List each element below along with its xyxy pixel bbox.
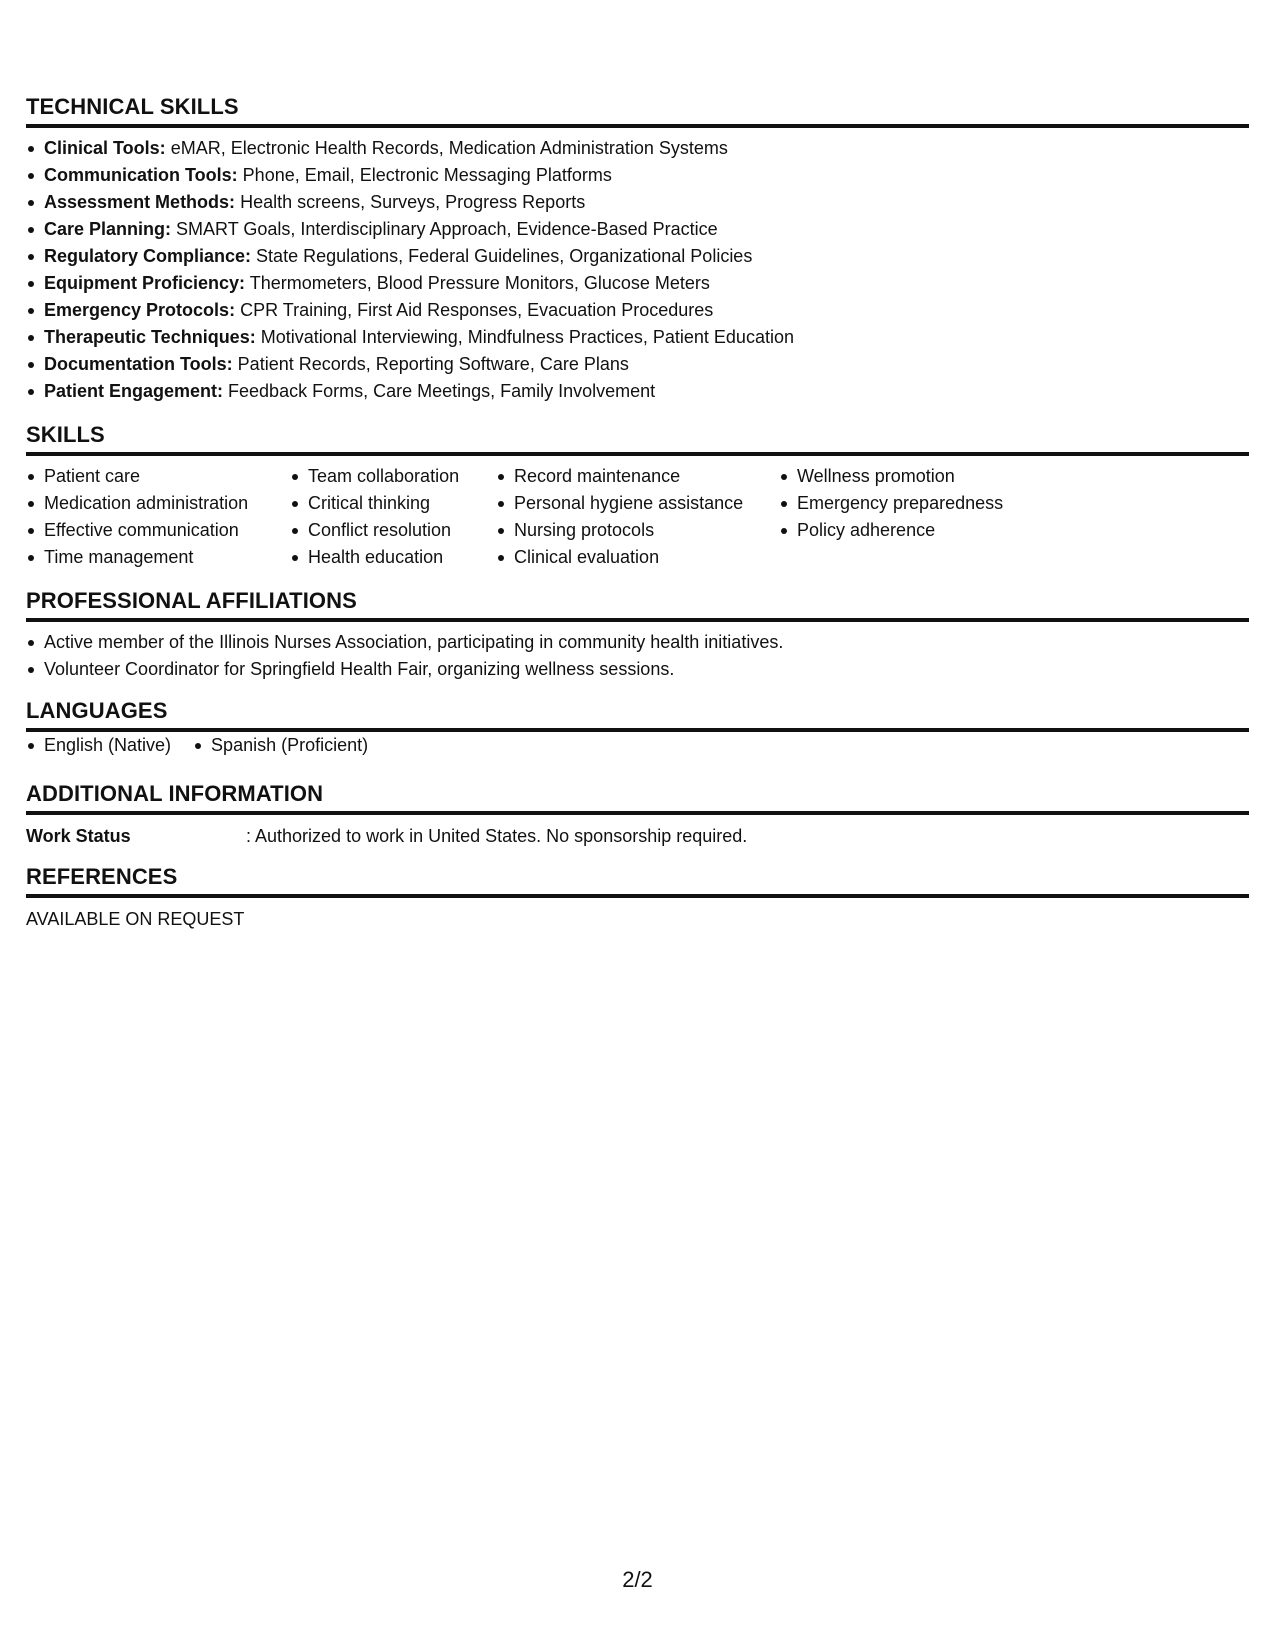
languages-section <box>26 697 1249 759</box>
technical-skill-item <box>26 135 1249 162</box>
languages-list <box>26 732 1249 759</box>
skills-column <box>290 463 496 571</box>
skill-item: Wellness promotion <box>779 463 1079 490</box>
affiliations-section <box>26 587 1249 683</box>
technical-skills-list <box>26 135 1249 405</box>
skill-item: Team collaboration <box>290 463 496 490</box>
skills-heading: SKILLS <box>26 421 1249 456</box>
additional-information-heading: ADDITIONAL INFORMATION <box>26 780 1249 815</box>
affiliation-item: Volunteer Coordinator for Springfield Health Fair, organizing wellness sessions. <box>26 656 1249 683</box>
technical-skill-label: Patient Engagement: <box>44 381 224 401</box>
technical-skill-item <box>26 297 1249 324</box>
technical-skill-text: eMAR, Electronic Health Records, Medication Administration Systems <box>165 138 728 158</box>
technical-skill-label: Equipment Proficiency: <box>44 273 246 293</box>
technical-skill-text: Feedback Forms, Care Meetings, Family Involvement <box>223 381 656 401</box>
technical-skill-label: Communication Tools: <box>44 165 238 185</box>
skill-item: Nursing protocols <box>496 517 779 544</box>
skill-item: Conflict resolution <box>290 517 496 544</box>
technical-skill-text: Thermometers, Blood Pressure Monitors, Glucose Meters <box>245 273 710 293</box>
language-item: English (Native) <box>26 732 171 759</box>
work-status-label: Work Status <box>26 826 131 846</box>
technical-skill-item <box>26 162 1249 189</box>
technical-skill-item <box>26 270 1249 297</box>
technical-skill-text: Phone, Email, Electronic Messaging Platforms <box>237 165 612 185</box>
language-item: Spanish (Proficient) <box>193 732 368 759</box>
technical-skills-heading: TECHNICAL SKILLS <box>26 93 1249 128</box>
languages-heading: LANGUAGES <box>26 697 1249 732</box>
technical-skills-section <box>26 93 1249 405</box>
technical-skill-item <box>26 243 1249 270</box>
work-status-value: : Authorized to work in United States. No sponsorship required. <box>246 826 748 846</box>
technical-skill-text: CPR Training, First Aid Responses, Evacuation Procedures <box>235 300 714 320</box>
skill-item: Time management <box>26 544 290 571</box>
technical-skill-text: State Regulations, Federal Guidelines, Organizational Policies <box>251 246 753 266</box>
skill-item: Patient care <box>26 463 290 490</box>
technical-skill-label: Assessment Methods: <box>44 192 236 212</box>
technical-skill-item <box>26 378 1249 405</box>
references-section <box>26 863 1249 931</box>
additional-information-section <box>26 780 1249 848</box>
affiliations-heading: PROFESSIONAL AFFILIATIONS <box>26 587 1249 622</box>
skills-column <box>779 463 1079 571</box>
technical-skill-item <box>26 216 1249 243</box>
technical-skill-label: Clinical Tools: <box>44 138 166 158</box>
affiliations-list <box>26 629 1249 683</box>
skill-item: Record maintenance <box>496 463 779 490</box>
skill-item: Critical thinking <box>290 490 496 517</box>
technical-skill-label: Regulatory Compliance: <box>44 246 252 266</box>
technical-skill-item <box>26 189 1249 216</box>
technical-skill-item <box>26 351 1249 378</box>
technical-skill-text: SMART Goals, Interdisciplinary Approach, Evidence-Based Practice <box>171 219 718 239</box>
technical-skill-item <box>26 324 1249 351</box>
skill-item: Personal hygiene assistance <box>496 490 779 517</box>
technical-skill-text: Health screens, Surveys, Progress Reports <box>235 192 586 212</box>
technical-skill-text: Motivational Interviewing, Mindfulness Practices, Patient Education <box>255 327 794 347</box>
skill-item: Medication administration <box>26 490 290 517</box>
skill-item: Emergency preparedness <box>779 490 1079 517</box>
technical-skill-label: Care Planning: <box>44 219 172 239</box>
technical-skill-label: Emergency Protocols: <box>44 300 236 320</box>
technical-skill-label: Therapeutic Techniques: <box>44 327 256 347</box>
work-status-row <box>26 824 1249 848</box>
skill-item: Health education <box>290 544 496 571</box>
skills-grid <box>26 463 1249 571</box>
skills-section <box>26 421 1249 571</box>
skill-item: Effective communication <box>26 517 290 544</box>
technical-skill-label: Documentation Tools: <box>44 354 233 374</box>
skills-column <box>496 463 779 571</box>
references-heading: REFERENCES <box>26 863 1249 898</box>
references-text: AVAILABLE ON REQUEST <box>26 909 245 929</box>
page-number: 2/2 <box>622 1567 653 1592</box>
skill-item: Policy adherence <box>779 517 1079 544</box>
skill-item: Clinical evaluation <box>496 544 779 571</box>
skills-column <box>26 463 290 571</box>
technical-skill-text: Patient Records, Reporting Software, Care Plans <box>232 354 629 374</box>
affiliation-item: Active member of the Illinois Nurses Association, participating in community health initiatives. <box>26 629 1249 656</box>
